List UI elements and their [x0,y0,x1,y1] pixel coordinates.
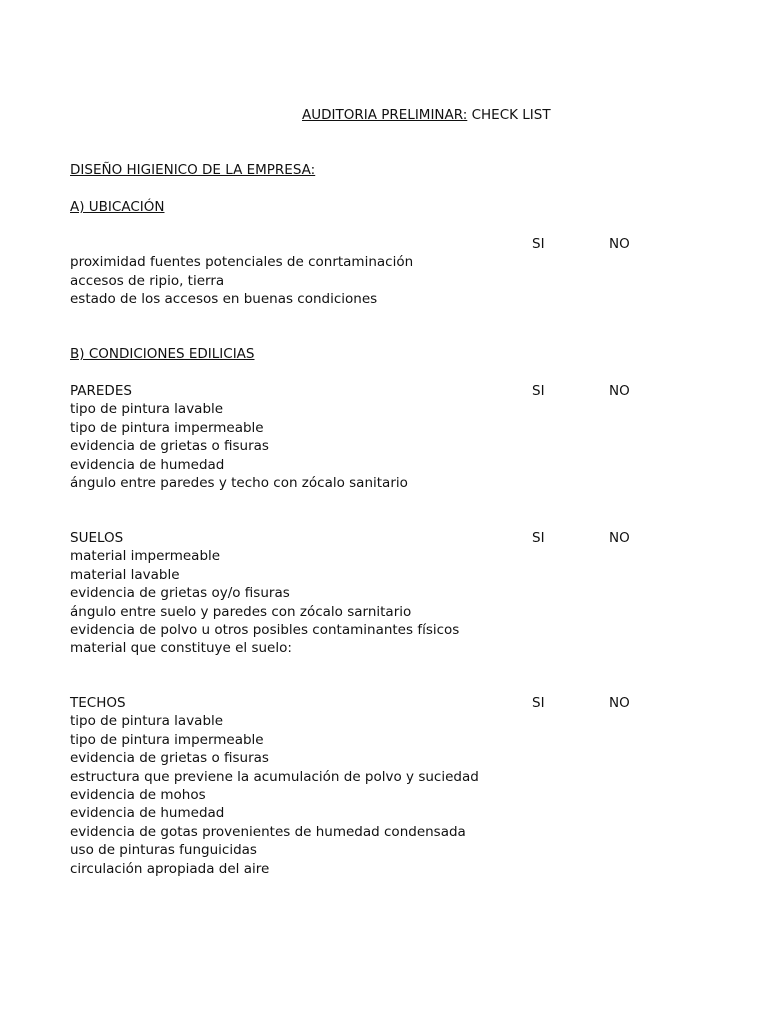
section-techos [70,694,690,878]
checklist-item: evidencia de mohos [70,786,206,803]
column-si: SI [532,236,545,252]
checklist-item: accesos de ripio, tierra [70,272,225,289]
subsection-title: SUELOS [70,530,124,546]
checklist-item: evidencia de humedad [70,805,225,822]
checklist-item: material que constituye el suelo: [70,640,292,657]
header-row [70,694,690,712]
checklist-item: circulación apropiada del aire [70,860,270,877]
title-checklist-label: CHECK LIST [471,107,551,123]
header-row [70,235,690,253]
checklist-item: evidencia de gotas provenientes de humedad condensada [70,823,466,840]
section-suelos [70,529,690,658]
checklist-item: evidencia de polvo u otros posibles contaminantes físicos [70,621,460,638]
checklist-item: material impermeable [70,548,221,565]
checklist-item: proximidad fuentes potenciales de conrtaminación [70,254,414,271]
checklist-item: tipo de pintura lavable [70,401,224,418]
header-row [70,382,690,400]
section-heading-ubicacion: A) UBICACIÓN [70,199,165,215]
checklist-item: evidencia de grietas o fisuras [70,438,269,455]
checklist-item: uso de pinturas funguicidas [70,842,257,859]
column-si: SI [532,383,545,399]
column-no: NO [609,530,630,546]
subsection-title: TECHOS [70,695,126,711]
checklist-item: tipo de pintura impermeable [70,419,264,436]
title-audit-label: AUDITORIA PRELIMINAR: [302,107,468,123]
section-heading-edilicias: B) CONDICIONES EDILICIAS [70,346,255,362]
document-title [302,106,551,124]
column-no: NO [609,695,630,711]
checklist-item: evidencia de grietas o fisuras [70,750,269,767]
checklist-item: ángulo entre paredes y techo con zócalo sanitario [70,474,408,491]
checklist-item: material lavable [70,566,180,583]
column-si: SI [532,695,545,711]
column-no: NO [609,383,630,399]
checklist-item: estado de los accesos en buenas condiciones [70,291,378,308]
checklist-item: tipo de pintura impermeable [70,731,264,748]
column-no: NO [609,236,630,252]
checklist-item: ángulo entre suelo y paredes con zócalo sarnitario [70,603,412,620]
main-heading: DISEÑO HIGIENICO DE LA EMPRESA: [70,162,316,178]
subsection-title: PAREDES [70,383,132,399]
section-ubicacion [70,235,690,309]
checklist-item: estructura que previene la acumulación de polvo y suciedad [70,768,479,785]
section-paredes [70,382,690,492]
column-si: SI [532,530,545,546]
checklist-item: evidencia de grietas oy/o fisuras [70,585,290,602]
header-row [70,529,690,547]
checklist-item: evidencia de humedad [70,456,225,473]
checklist-item: tipo de pintura lavable [70,713,224,730]
